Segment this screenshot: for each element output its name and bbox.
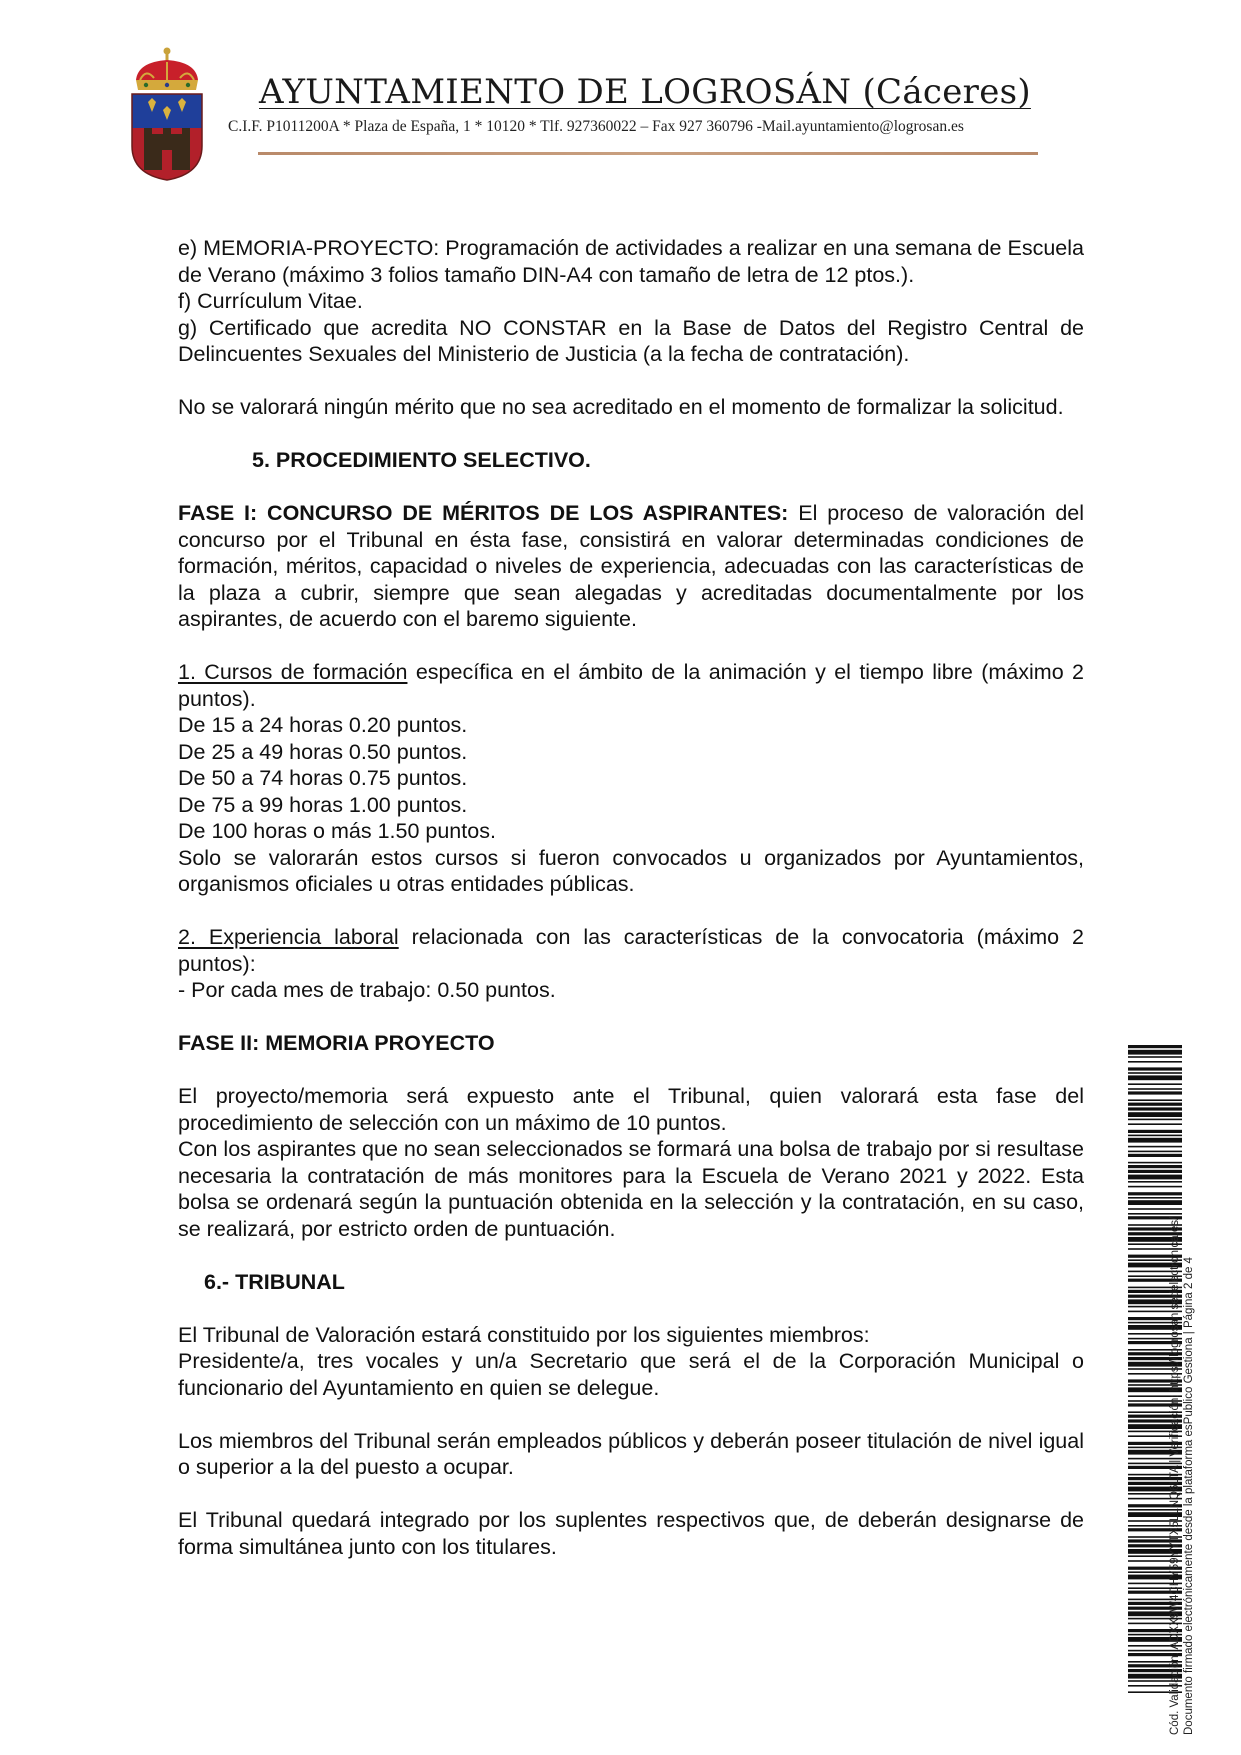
fase-2-paragraph-1: El proyecto/memoria será expuesto ante el Tribunal, quien valorará esta fase del procedimiento de selección con un máximo de 10 puntos. [178, 1084, 1084, 1135]
tribunal-paragraph-3: Los miembros del Tribunal serán empleados públicos y deberán poseer titulación de nivel igual o superior a la del puesto a ocupar. [178, 1428, 1084, 1479]
barcode-bar [1128, 1083, 1182, 1085]
tribunal-paragraph-1: El Tribunal de Valoración estará constituido por los siguientes miembros: [178, 1322, 870, 1347]
fase-1-paragraph [178, 500, 1084, 633]
section-6-heading: 6.- TRIBUNAL [204, 1269, 345, 1294]
header-divider [258, 152, 1038, 155]
requirement-item-g: g) Certificado que acredita NO CONSTAR en la Base de Datos del Registro Central de Delincuentes Sexuales del Ministerio de Justicia (a la fecha de contratación). [178, 315, 1084, 366]
experiencia-paragraph [178, 924, 1084, 977]
validation-line-1: Cód. Validación: ADXX9W4CHY59YYTX5LLNQ6LTA | Verificación: https://logrosan.sedelectronica.es/ [1169, 1216, 1181, 1735]
barcode-bar [1128, 1075, 1182, 1080]
tribunal-paragraph-4: El Tribunal quedará integrado por los suplentes respectivos que, de deberán designarse de forma simultánea junto con los titulares. [178, 1508, 1084, 1559]
coat-of-arms-icon [126, 46, 208, 182]
cursos-paragraph [178, 659, 1084, 712]
barcode-bar [1128, 1045, 1182, 1048]
cursos-line: De 75 a 99 horas 1.00 puntos. [178, 792, 468, 817]
fase-1-text: El proceso de valoración del concurso por el Tribunal en ésta fase, consistirá en valorar determinadas condiciones de formación, méritos, capacidad o niveles de experiencia, adecuadas con las características de la plaza a cubrir, siempre que sean alegadas y acreditadas documentalmente por los aspirantes, de acuerdo con el baremo siguiente. [178, 501, 1085, 631]
cursos-line: De 50 a 74 horas 0.75 puntos. [178, 766, 468, 790]
requirement-item-f: f) Currículum Vitae. [178, 289, 363, 313]
cursos-text: específica en el ámbito de la animación y el tiempo libre (máximo 2 puntos). [178, 660, 1084, 711]
barcode-bar [1128, 1050, 1182, 1055]
requirement-item-e: e) MEMORIA-PROYECTO: Programación de actividades a realizar en una semana de Escuela de Verano (máximo 3 folios tamaño DIN-A4 con tamaño de letra de 12 ptos.). [178, 236, 1084, 287]
barcode-bar [1128, 1072, 1182, 1074]
fase-1-label: FASE I: CONCURSO DE MÉRITOS DE LOS ASPIRANTES: [178, 501, 789, 525]
barcode-bar [1128, 1061, 1182, 1063]
experiencia-label: 2. Experiencia laboral [178, 925, 399, 949]
section-5-heading: 5. PROCEDIMIENTO SELECTIVO. [252, 448, 591, 472]
cursos-line: De 15 a 24 horas 0.20 puntos. [178, 713, 468, 737]
experiencia-text: relacionada con las características de la convocatoria (máximo 2 puntos): [178, 925, 1084, 976]
cursos-line: De 25 a 49 horas 0.50 puntos. [178, 739, 468, 764]
barcode-bar [1128, 1056, 1182, 1058]
document-body [178, 235, 1084, 1560]
tribunal-paragraph-2: Presidente/a, tres vocales y un/a Secretario que será el de la Corporación Municipal o funcionario del Ayuntamiento en quien se delegue. [178, 1349, 1084, 1400]
barcode-bar [1128, 1067, 1182, 1070]
cursos-line: De 100 horas o más 1.50 puntos. [178, 819, 496, 843]
merit-note: No se valorará ningún mérito que no sea acreditado en el momento de formalizar la solicitud. [178, 395, 1064, 419]
fase-2-heading: FASE II: MEMORIA PROYECTO [178, 1031, 495, 1055]
experiencia-line: - Por cada mes de trabajo: 0.50 puntos. [178, 978, 556, 1002]
header-contact-info: C.I.F. P1011200A * Plaza de España, 1 * 10120 * Tlf. 927360022 – Fax 927 360796 -Mail.ayuntamiento@logrosan.es [228, 118, 964, 135]
validation-stamp-text [1168, 1095, 1196, 1735]
cursos-label: 1. Cursos de formación [178, 660, 408, 684]
fase-2-paragraph-2: Con los aspirantes que no sean seleccionados se formará una bolsa de trabajo por si resultase necesaria la contratación de más monitores para la Escuela de Verano 2021 y 2022. Esta bolsa se ordenará según la puntuación obtenida en la selección y la contratación, en su caso, se realizará, por estricto orden de puntuación. [178, 1137, 1084, 1241]
cursos-note: Solo se valorarán estos cursos si fueron convocados u organizados por Ayuntamientos, organismos oficiales u otras entidades públicas. [178, 845, 1084, 896]
validation-line-2: Documento firmado electrónicamente desde la plataforma esPublico Gestiona | Página 2 de 4 [1183, 1257, 1195, 1735]
barcode-bar [1128, 1088, 1182, 1090]
header-title: AYUNTAMIENTO DE LOGROSÁN (Cáceres) [259, 72, 1031, 112]
